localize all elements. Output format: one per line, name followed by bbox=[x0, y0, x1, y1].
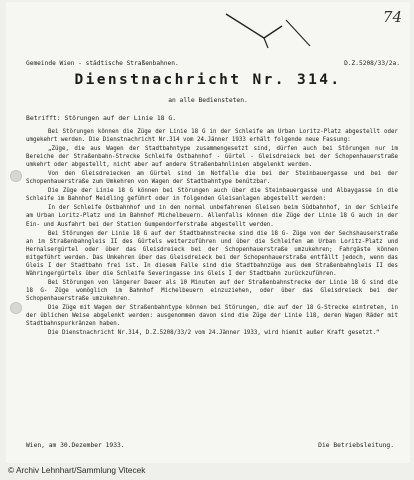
recipients-line: an alle Bediensteten. bbox=[168, 97, 248, 104]
image-credit: © Archiv Lehnhart/Sammlung Vitecek bbox=[8, 465, 146, 475]
handwritten-mark-icon bbox=[224, 12, 314, 52]
punch-hole bbox=[10, 170, 22, 182]
body-paragraph: Die Züge der Linie 18 G können bei Störungen auch über die Steinbauergasse und Albaygasse in die Schleife im Bahnhof Meidling geführt oder in folgenden Gleisanlagen abgestellt werden: bbox=[26, 188, 398, 203]
issuer-header: Gemeinde Wien - städtische Straßenbahnen. bbox=[26, 60, 179, 67]
body-paragraph: Bei Störungen der Linie 18 G auf der Stadtbahnstrecke sind die 18 G- Züge von der Sechshauserstraße an im Straßenbahngleis II des Gürtels weiterzuführen und über die Schleifen am Urban Loritz-Platz und Hernalsergürtel oder über das Gleisdreieck bei der Schopenhauerstraße umzukehren; Fahrgäste können mitgeführt werden. Das Umkehren über das Gleisdreieck bei der Schopenhauerstraße entfällt jedoch, wenn das Gleis I der Stadtbahn frei ist. In diesem Falle sind die Stadtbahnzüge aus dem Straßenbahngleis II des Währingergürtels über die Schleife Severingasse ins Gleis I der Stadtbahn zurückzuführen. bbox=[26, 230, 398, 277]
handwritten-number: 74 bbox=[382, 8, 402, 26]
punch-hole bbox=[10, 302, 22, 314]
page-title: Dienstnachricht Nr. 314. bbox=[74, 72, 342, 88]
body-paragraph: Von den Gleisdreiecken am Gürtel sind im Notfalle die bei der Steinbauergasse und bei der Schopenhauerstraße zum Umkehren von Wagen der Stadtbahntype benützbar. bbox=[26, 171, 398, 186]
subject-line: Betrifft: Störungen auf der Linie 18 G. bbox=[26, 114, 177, 122]
document-page bbox=[6, 2, 410, 463]
place-date: Wien, am 30.Dezember 1933. bbox=[26, 442, 125, 449]
body-paragraph: Bei Störungen können die Züge der Linie 18 G in der Schleife am Urban Loritz-Platz abgestellt oder umgekehrt werden. Die Dienstnachricht Nr.314 vom 24.Jänner 1933 erhält folgende neue Fassung: bbox=[26, 129, 398, 144]
body-paragraph: In der Schleife Ostbahnhof und in den normal unbefahrenen Gleisen beim Südbahnhof, in der Schleife am Urban Loritz-Platz und im Bahnhof Michelbeuern. Allenfalls können die Züge der Linie 18 G auch in der Ein- und Ausfahrt bei der Station Gumpendorferstraße abgestellt werden. bbox=[26, 205, 398, 228]
body-paragraph: Die Dienstnachricht Nr.314, D.Z.5208/33/2 vom 24.Jänner 1933, wird hiemit außer Kraft gesetzt.“ bbox=[48, 330, 380, 337]
document-body bbox=[26, 128, 398, 338]
body-paragraph: „Züge, die aus Wagen der Stadtbahntype zusammengesetzt sind, dürfen auch bei Störungen nur im Bereiche der Straßenbahn-Strecke Schleife Ostbahnhof - Gürtel - Gleisdreieck bei der Schopenhauerstraße umkehrt oder abgestellt, nicht aber auf andere Straßenbahnlinien abgelenkt werden. bbox=[26, 146, 398, 169]
body-paragraph: Die Züge mit Wagen der Straßenbahntype können bei Störungen, die auf der 18 G-Strecke eintreten, in der üblichen Weise abgelenkt werden: ausgenommen davon sind die Züge der Linie 118, deren Wagen Räder mit Stadtbahnspurkränzen haben. bbox=[26, 304, 398, 328]
body-paragraph: Bei Störungen von längerer Dauer als 10 Minuten auf der Straßenbahnstrecke der Linie 18 G sind die 18 G- Züge womöglich im Bahnhof Michelbeuern einzuziehen, oder über das Gleisdreieck bei der Schopenhauerstraße umzukehren. bbox=[26, 279, 398, 302]
sender-signature: Die Betriebsleitung. bbox=[318, 442, 394, 449]
reference-number: D.Z.5208/33/2a. bbox=[344, 60, 400, 67]
